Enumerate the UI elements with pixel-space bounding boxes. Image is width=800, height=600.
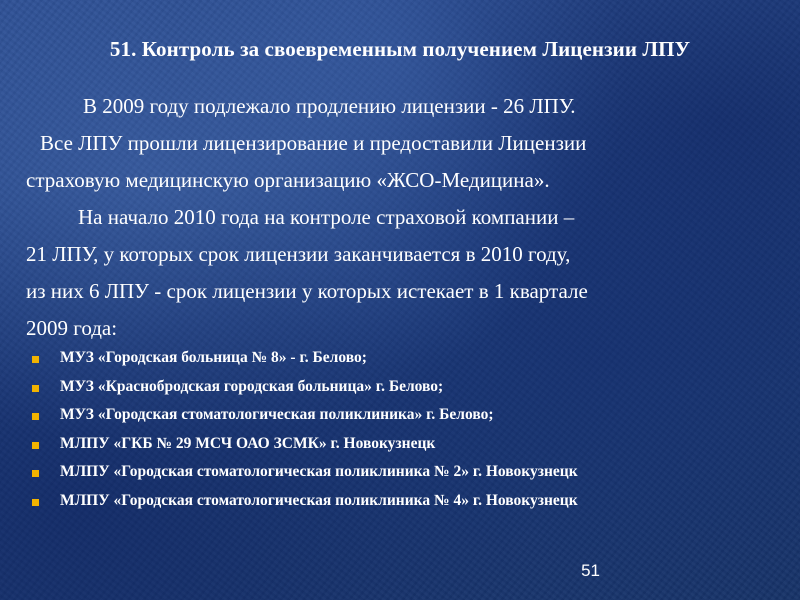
body-line: страховую медицинскую организацию «ЖСО-Медицина».: [26, 168, 550, 192]
square-bullet-icon: [32, 413, 39, 420]
square-bullet-icon: [32, 356, 39, 363]
page-number: 51: [581, 561, 600, 580]
list-item-text: МЛПУ «Городская стоматологическая поликлиника № 2» г. Новокузнецк: [60, 463, 578, 480]
square-bullet-icon: [32, 499, 39, 506]
body-line: 21 ЛПУ, у которых срок лицензии заканчивается в 2010 году,: [26, 242, 571, 266]
list-item-text: МЛПУ «ГКБ № 29 МСЧ ОАО ЗСМК» г. Новокузнецк: [60, 434, 436, 452]
body-line: Все ЛПУ прошли лицензирование и предоставили Лицензии: [40, 131, 587, 155]
list-item-text: МЛПУ «Городская стоматологическая поликлиника № 4» г. Новокузнецк: [60, 491, 578, 509]
slide-title: 51. Контроль за своевременным получением Лицензии ЛПУ: [109, 37, 691, 61]
square-bullet-icon: [32, 442, 39, 449]
body-line: На начало 2010 года на контроле страховой компании –: [78, 205, 575, 229]
square-bullet-icon: [32, 385, 39, 392]
body-line: 2009 года:: [26, 316, 118, 340]
list-item-text: МУЗ «Краснобродская городская больница» г. Белово;: [60, 377, 444, 395]
body-line: В 2009 году подлежало продлению лицензии - 26 ЛПУ.: [83, 94, 576, 118]
list-item: [30, 458, 790, 487]
license-list: [30, 344, 790, 515]
body-text: [26, 88, 786, 347]
list-item-text: МУЗ «Городская больница № 8» - г. Белово;: [60, 349, 367, 366]
square-bullet-icon: [32, 470, 39, 477]
list-item: [30, 401, 790, 430]
list-item: [30, 373, 790, 402]
list-item: [30, 487, 790, 516]
list-item-text: МУЗ «Городская стоматологическая поликлиника» г. Белово;: [60, 406, 494, 423]
body-line: из них 6 ЛПУ - срок лицензии у которых истекает в 1 квартале: [26, 279, 588, 303]
list-item: [30, 430, 790, 459]
list-item: [30, 344, 790, 373]
